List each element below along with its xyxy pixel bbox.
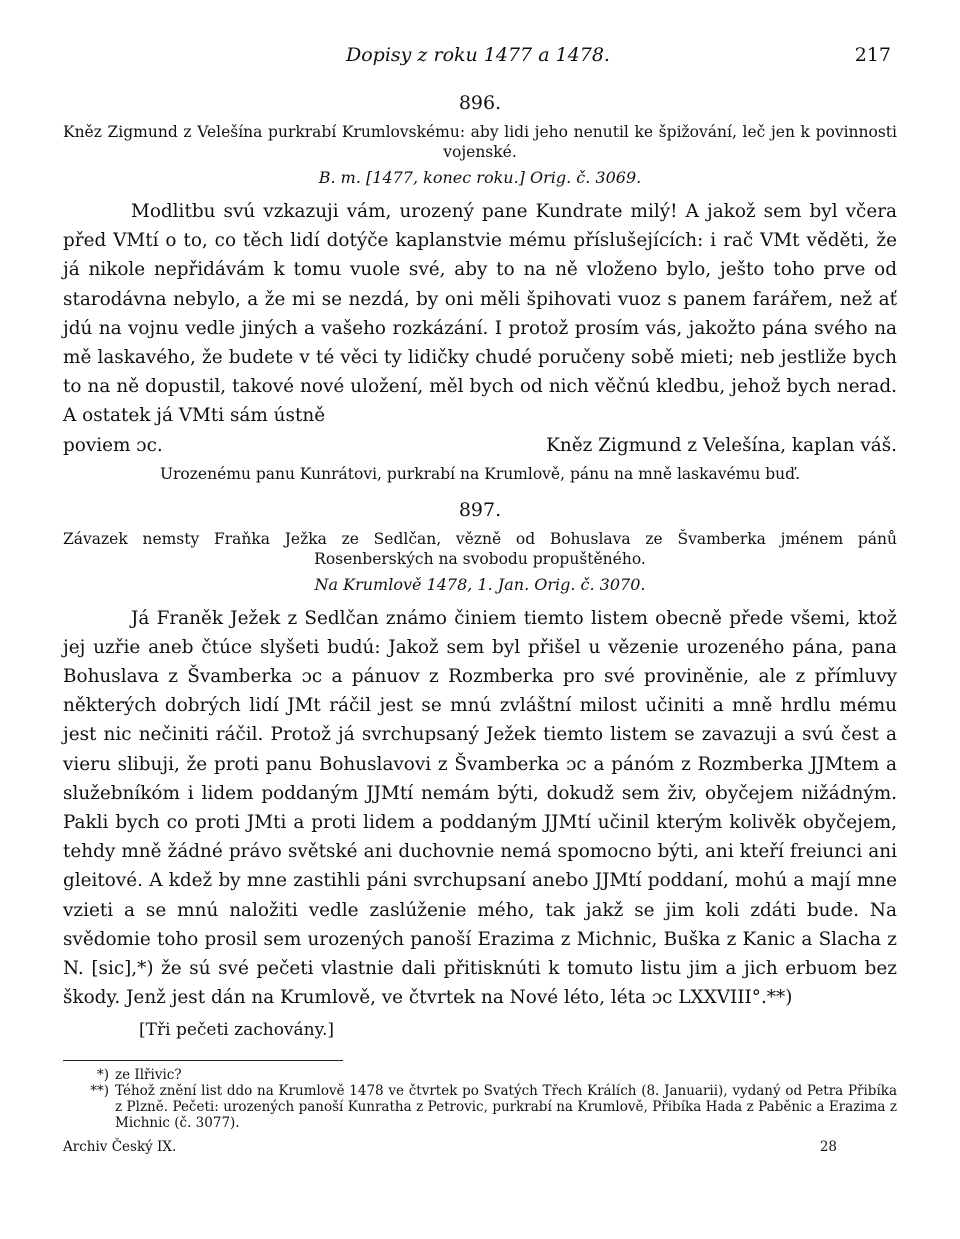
sheet-number: 28 xyxy=(819,1139,837,1156)
sheet-signature-label: Archiv Český IX. xyxy=(63,1139,177,1156)
seal-remark-897: [Tři pečeti zachovány.] xyxy=(139,1020,335,1041)
document-dating-897: Na Krumlově 1478, 1. Jan. Orig. č. 3070. xyxy=(314,574,646,594)
signature-896: Kněz Zigmund z Velešína, kaplan váš. xyxy=(546,434,897,456)
sheet-footer xyxy=(63,1139,897,1155)
footnote-1 xyxy=(63,1067,897,1083)
document-number-896: 896. xyxy=(458,92,502,114)
document-body-896 xyxy=(63,197,897,431)
document-regest-896: Kněz Zigmund z Velešína purkrabí Krumlovskému: aby lidi jeho nenutil ke špižování, leč jen k povinnosti vojenské. xyxy=(63,123,897,161)
footnote-2 xyxy=(63,1083,897,1131)
letter-text-897: Já Franěk Ježek z Sedlčan známo činiem tiemto listem obecně přede všemi, ktož jej uzřie aneb čtúce slyšeti budú: Jakož sem byl přišel u vězenie urozeného pána, pana Bohuslava z Švamberka ɔc a pánuov z Rozmberka pro své proviněnie, ale z přímluvy některých dobrých lidí JMt ráčil jest se mnú zvláštní milost učiniti a mně hrdlu mému jest nic nečiniti ráčil. Protož já svrchupsaný Ježek tiemto listem se zavazuji a svú čest a vieru slibuji, že proti panu Bohuslavovi z Švamberka ɔc a pánóm z Rozmberka JJMtem a služebníkóm i lidem poddaným JJMtí nemám býti, dokudž sem živ, obyčejem nižádným. Pakli bych co proti JMti a proti lidem a poddaným JJMtí učinil kterým kolivěk obyčejem, tehdy mně žádné právo světské ani duchovnie nemá spomocno býti, ani kteří freiunci ani gleitové. A kdež by mne zastihli páni svrchupsaní anebo JJMtí poddaní, mohú a mají mne vzieti a se mnú naložiti vedle zaslúženie mého, tak jakž se jim koli zdáti bude. Na svědomie toho prosil sem urozených panoší Erazima z Michnic, Buška z Kanic a Slacha z N. [sic],*) že sú své pečeti vlastnie dali přitisknúti k tomuto listu jim a jich erbuom bez škody. Jenž jest dán na Krumlově, ve čtvrtek na Nové léto, léta ɔc LXXVIII°.**) xyxy=(63,607,897,1009)
footnote-text: ze Ilřivic? xyxy=(115,1067,182,1084)
footnote-text: Téhož znění list ddo na Krumlově 1478 ve čtvrtek po Svatých Třech Králích (8. Januarii), vydaný od Petra Přibíka z Plzně. Pečeti: urozených panoší Kunratha z Petrovic, purkrabí na Krumlově, Přibíka Hada z Paběnic a Erazima z Michnic (č. 3077). xyxy=(115,1083,897,1132)
document-dating-896: B. m. [1477, konec roku.] Orig. č. 3069. xyxy=(318,168,642,187)
letter-text-896: Modlitbu svú vzkazuji vám, urozený pane Kundrate milý! A jakož sem byl včera před VMtí o to, co těch lidí dotýče kaplanstvie mému příslušejících: i rač VMt věděti, že já nikole nepřidávám k tomu vuole své, aby to na ně vloženo bylo, ješto toho prve od starodávna nebylo, a že mi se nezdá, by oni měli špihovati vuoz s panem farářem, než ať jdú na vojnu vedle jiných a vašeho rozkázání. I protož prosím vás, jakožto pána svého na mě laskavého, že budete v té věci ty lidičky chudé poručeny sobě mieti; neb jestliže bych to na ně dopustil, takové nové uložení, měl bych od nich věčnú kledbu, jehož bych nerad. A ostatek já VMti sám ústně xyxy=(63,201,897,427)
closing-line-896 xyxy=(63,431,897,461)
page xyxy=(63,44,897,1155)
document-number-897: 897. xyxy=(458,498,502,521)
footnote-mark: **) xyxy=(90,1083,109,1100)
closing-text-896: poviem ɔc. xyxy=(63,434,163,456)
page-number: 217 xyxy=(854,44,891,66)
running-title: Dopisy z roku 1477 a 1478. xyxy=(346,44,610,66)
document-body-897 xyxy=(63,604,897,1013)
footnote-mark: *) xyxy=(96,1067,109,1084)
running-head xyxy=(63,44,897,76)
address-896: Urozenému panu Kunrátovi, purkrabí na Krumlově, pánu na mně laskavému buď. xyxy=(159,464,801,483)
document-regest-897: Závazek nemsty Fraňka Ježka ze Sedlčan, vězně od Bohuslava ze Švamberka jménem pánů Rosenberských na svobodu propuštěného. xyxy=(63,529,897,568)
footnote-divider xyxy=(63,1060,343,1061)
